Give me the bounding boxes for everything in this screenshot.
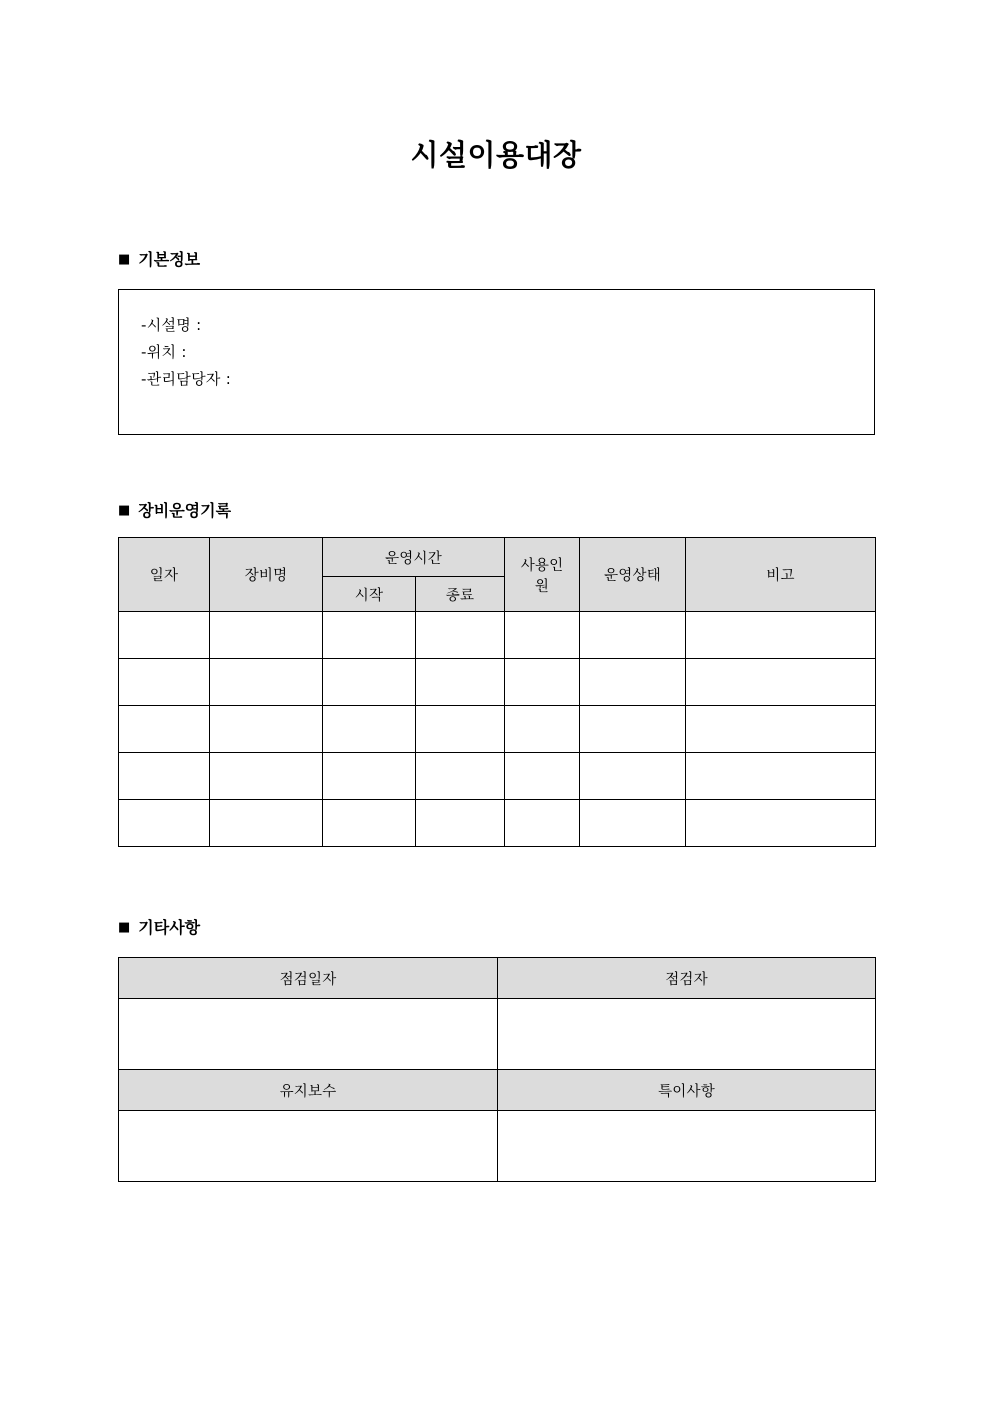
cell-equipment-name[interactable]: [210, 612, 323, 659]
cell-start-time[interactable]: [323, 659, 416, 706]
cell-date[interactable]: [119, 659, 210, 706]
cell-status[interactable]: [580, 706, 686, 753]
table-row: [119, 659, 876, 706]
cell-special-notes[interactable]: [498, 1111, 876, 1182]
cell-user-count[interactable]: [505, 753, 580, 800]
section-heading-basic-info-label: 기본정보: [138, 250, 201, 269]
column-header-user-count: [505, 538, 580, 612]
equipment-table-body: [119, 612, 876, 847]
table-row: [119, 999, 876, 1070]
basic-info-field-facility-name[interactable]: -시설명 :: [141, 316, 202, 334]
section-heading-basic-info: [118, 249, 200, 271]
table-row: [119, 800, 876, 847]
cell-user-count[interactable]: [505, 659, 580, 706]
cell-status[interactable]: [580, 800, 686, 847]
cell-date[interactable]: [119, 753, 210, 800]
square-bullet-icon: ■: [118, 252, 131, 267]
cell-end-time[interactable]: [416, 800, 505, 847]
equipment-operation-table: [118, 537, 876, 847]
cell-status[interactable]: [580, 753, 686, 800]
basic-info-field-location[interactable]: -위치 :: [141, 343, 187, 361]
column-header-inspection-date: 점검일자: [119, 958, 498, 999]
table-row: [119, 612, 876, 659]
column-header-user-count-line2: 원: [534, 578, 550, 595]
cell-equipment-name[interactable]: [210, 706, 323, 753]
equipment-table-header-row-1: [119, 538, 876, 577]
cell-date[interactable]: [119, 612, 210, 659]
table-row: [119, 706, 876, 753]
column-header-user-count-line1: 사용인: [520, 557, 564, 574]
column-header-special-notes: 특이사항: [498, 1070, 876, 1111]
cell-equipment-name[interactable]: [210, 800, 323, 847]
cell-user-count[interactable]: [505, 612, 580, 659]
column-header-inspector: 점검자: [498, 958, 876, 999]
page-title: 시설이용대장: [410, 138, 582, 172]
square-bullet-icon: ■: [118, 920, 131, 935]
cell-end-time[interactable]: [416, 753, 505, 800]
cell-equipment-name[interactable]: [210, 753, 323, 800]
cell-remarks[interactable]: [686, 612, 876, 659]
cell-start-time[interactable]: [323, 612, 416, 659]
basic-info-field-manager[interactable]: -관리담당자 :: [141, 370, 232, 388]
column-header-date: 일자: [119, 538, 210, 612]
cell-start-time[interactable]: [323, 706, 416, 753]
section-heading-equipment-record: [118, 500, 231, 522]
cell-end-time[interactable]: [416, 706, 505, 753]
cell-equipment-name[interactable]: [210, 659, 323, 706]
cell-maintenance[interactable]: [119, 1111, 498, 1182]
cell-user-count[interactable]: [505, 706, 580, 753]
basic-info-box: [118, 289, 875, 435]
section-heading-other-matters: [118, 917, 200, 939]
cell-inspector[interactable]: [498, 999, 876, 1070]
column-header-maintenance: 유지보수: [119, 1070, 498, 1111]
column-header-end-time: 종료: [416, 577, 505, 612]
cell-remarks[interactable]: [686, 706, 876, 753]
cell-status[interactable]: [580, 612, 686, 659]
cell-remarks[interactable]: [686, 753, 876, 800]
cell-start-time[interactable]: [323, 800, 416, 847]
table-row: [119, 1070, 876, 1111]
other-matters-table-body: [119, 958, 876, 1182]
column-header-operating-time: 운영시간: [323, 538, 505, 577]
cell-remarks[interactable]: [686, 659, 876, 706]
column-header-start-time: 시작: [323, 577, 416, 612]
cell-remarks[interactable]: [686, 800, 876, 847]
square-bullet-icon: ■: [118, 503, 131, 518]
cell-date[interactable]: [119, 800, 210, 847]
cell-date[interactable]: [119, 706, 210, 753]
cell-end-time[interactable]: [416, 612, 505, 659]
table-row: [119, 753, 876, 800]
column-header-equipment-name: 장비명: [210, 538, 323, 612]
other-matters-table: [118, 957, 876, 1182]
cell-status[interactable]: [580, 659, 686, 706]
column-header-operation-status: 운영상태: [580, 538, 686, 612]
section-heading-other-matters-label: 기타사항: [138, 918, 201, 937]
cell-inspection-date[interactable]: [119, 999, 498, 1070]
column-header-remarks: 비고: [686, 538, 876, 612]
section-heading-equipment-record-label: 장비운영기록: [138, 501, 232, 520]
cell-start-time[interactable]: [323, 753, 416, 800]
table-row: [119, 958, 876, 999]
equipment-table-head: [119, 538, 876, 612]
table-row: [119, 1111, 876, 1182]
cell-end-time[interactable]: [416, 659, 505, 706]
cell-user-count[interactable]: [505, 800, 580, 847]
